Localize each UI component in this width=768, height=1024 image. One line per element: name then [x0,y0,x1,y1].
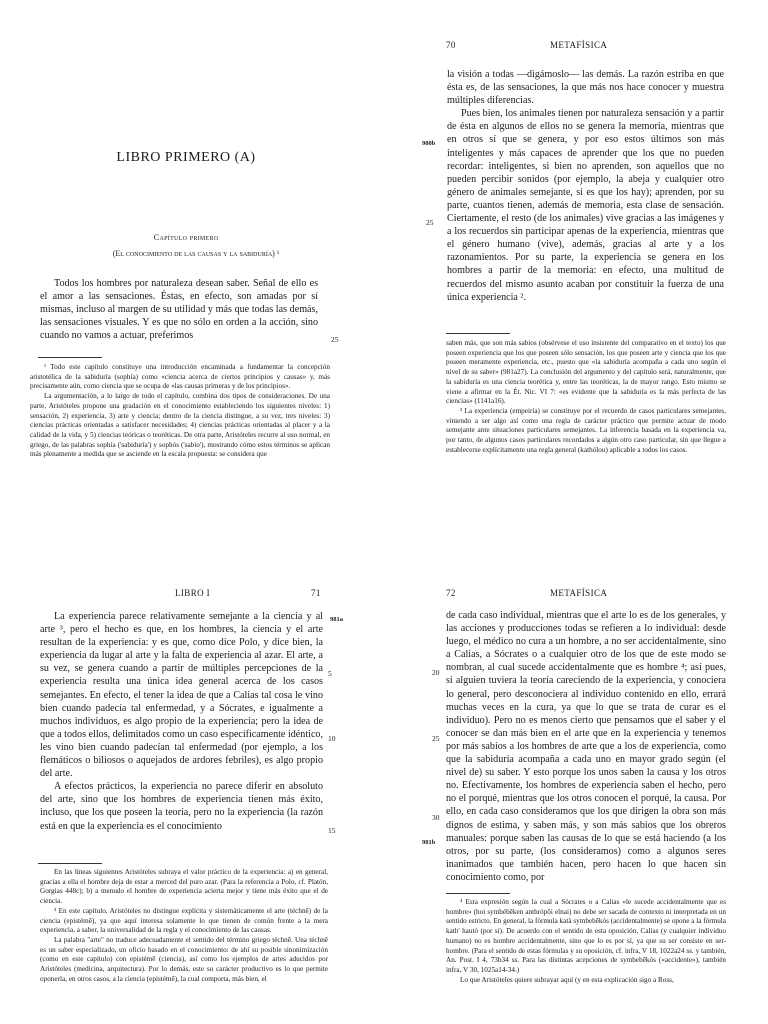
line-number: 20 [432,668,440,677]
footnote: La argumentación, a lo largo de todo el capítulo, combina dos tipos de consideraciones. De una parte, Aristóteles propone una gradación en el conocimiento estableciendo los siguientes niveles: 1) sensación, 2) experiencia, 3) arte y ciencia; dentro de la ciencia distingue, a su vez, tres niveles: 3) ciencias prácticas orientadas a satisfacer necesidades; 4) ciencias prácticas orientadas al placer y a la calidad de la vida, y 5) ciencias teóricas o teoréticas. De otra parte, Aristóteles recurre al uso normal, en griego, de las palabras sophía ('sabiduría') y sophós ('sabio'), mostrando cómo estos términos se aplican más plenamente a medida que se asciende en la escala propuesta: se considera que [30,392,330,459]
footnote: Lo que Aristóteles quiere subrayar aquí (y en esta explicación sigo a Ross, [460,975,674,984]
chapter-subtitle: (El conocimiento de las causas y la sabiduría) ¹ [112,249,280,258]
paragraph: la visión a todas —digámoslo— las demás. La razón estriba en que ésta es, de las sensaciones, la que más nos hace conocer y muestra múltiples diferencias. [447,69,724,107]
line-number: 25 [426,218,434,227]
footnotes [40,868,328,984]
footnote: ³ En este capítulo, Aristóteles no distingue explícita y sistemáticamente el arte (téchnē) de la ciencia (epistémē), ya que aquí interesa solamente lo que tienen de común frente a la mera experiencia, a saber, la universalidad de la regla y el conocimiento de las causas. [40,906,328,935]
footnote-rule [38,863,102,864]
margin-reference: 981b [422,839,436,846]
line-number: 25 [432,734,440,743]
paragraph: Todos los hombres por naturaleza desean saber. Señal de ello es el amor a las sensaciones. Éstas, en efecto, son amadas por sí mismas, incluso al margen de su utilidad y más que todas las demás, las sensaciones visuales. Y es que no sólo en orden a la acción, sino cuando no vamos a actuar, preferimos [40,278,318,342]
paragraph: de cada caso individual, mientras que el arte lo es de los generales, y las acciones y producciones todas se refieren a lo individual: desde luego, el médico no cura a un hombre, a no ser accidentalmente, sino a Calias, a Sócrates o a cualquier otro de los que de este modo se nombran, al cual sucede accidentalmente que es hombre ⁴; así pues, si alguien tuviera la teoría careciendo de la experiencia, y conociera lo general, pero desconociera al individuo contenido en ello, errará muchas veces en la cura, ya que lo que se trata de curar es el individuo). Pero no es menos cierto que pensamos que el saber y el conocer se dan más bien en el arte que en la experiencia y tenemos por más sabios a los hombres de arte que a los de experiencia, como que la sabiduría acompaña a cada uno en mayor grado según (el nivel de) su saber. Y esto porque los unos saben la causa y los otros no. Efectivamente, los hombres de experiencia saben el hecho, pero no el porqué, mientras que los otros conocen el porqué, la causa. Por ello, en cada caso consideramos que los que dirigen la obra son más dignos de estima, y saben más, y son más sabios que los obreros manuales: porque saben las causas de lo que se está haciendo (a los otros, por su parte, (los consideramos) como a algunos seres inanimados que también hacen, pero hacen lo que hacen sin conocimiento como, por [446,610,726,883]
footnote: ⁴ Esta expresión según la cual a Sócrates o a Calias «le sucede accidentalmente que es hombre» (hoi symbébēken anthrópōi eînai) no debe ser sacada de contexto ni interpretada en un sentido estricto. En general, la fórmula katà symbebēkós (accidentalmente) se opone a la fórmula kath' hautó (por sí). De acuerdo con el sentido de esta oposición, Calias (y cualquier individuo humano) no es hombre accidentalmente, sino que lo es por sí, ya que su ser consiste en ser-hombre. (Para el sentido de estas fórmulas y su oposición, cf. infra, V 18, 1022a24 ss. y también, An. Post. I 4, 73b34 ss. Para las distintas acepciones de symbebēkós («accidente»), también infra, V 30, 1025a14-34.) [446,898,726,974]
footnote-rule [446,333,510,334]
line-number: 15 [328,826,336,835]
margin-reference: 980b [422,140,436,147]
page-number: 72 [446,588,456,598]
main-text [40,610,323,833]
line-number: 30 [432,813,440,822]
footnotes [446,339,726,455]
page-2 [384,0,768,512]
running-head: LIBRO I [175,588,211,598]
footnote: ² La experiencia (empeiría) se constituye por el recuerdo de casos particulares semejantes, viniendo a ser algo así como una regla de carácter práctico que permite actuar de modo semejante ante situaciones particulares semejantes. La inferencia basada en la experiencia va, por tanto, de algunos casos particulares recordados a algún otro caso particular, sin que llegue a establecerse explícitamente una regla general (kathólou) aplicable a todos los casos. [446,406,726,454]
footnotes [30,363,330,460]
footnote: ¹ Todo este capítulo constituye una introducción encaminada a fundamentar la concepción aristotélica de la sabiduría (sophía) como «ciencia acerca de ciertos principios y causas» y, más precisamente aún, como ciencia que se ocupa de «las causas primeras y de los principios». [30,363,330,391]
paragraph: Pues bien, los animales tienen por naturaleza sensación y a partir de ésta en algunos de ellos no se genera la memoria, mientras que en otros sí que se genera, y por eso estos últimos son más inteligentes y más capaces de aprender que los que no pueden recordar: inteligentes, si bien no aprenden, son aquellos que no pueden percibir sonidos (por ejemplo, la abeja y cualquier otro género de animales semejante, si es que los hay); aprenden, por su parte, cuantos tienen, además de memoria, esta clase de sensación. Ciertamente, el resto (de los animales) vive gracias a las imágenes y a los recuerdos sin participar apenas de la experiencia, mientras que el género humano (vive), además, gracias al arte y a los razonamientos. Por su parte, la experiencia se genera en los hombres a partir de la memoria: en efecto, una multitud de recuerdos del mismo asunto acaban por constituir la fuerza de una única experiencia ². [447,108,724,303]
paragraph: La experiencia parece relativamente semejante a la ciencia y al arte ³, pero el hecho es que, en los hombres, la ciencia y el arte resultan de la experiencia: y es que, como dice Polo, y dice bien, la experiencia da lugar al arte y la falta de experiencia al azar. El arte, a su vez, se genera cuando a partir de múltiples percepciones de la experiencia resulta una única idea general acerca de los casos semejantes. En efecto, el tener la idea de que a Calias tal cosa le vino bien cuando padecía tal enfermedad, y a Sócrates, e igualmente a muchos individuos, es algo propio de la experiencia; pero la idea de que a todos ellos, delimitados como un caso específicamente idéntico, les vino bien cuando padecían tal enfermedad (por ejemplo, a los flemáticos o biliosos o aquejados de ardores febriles), es algo propio del arte. [40,611,323,780]
page-4 [384,512,768,1024]
line-number: 10 [328,734,336,743]
chapter-heading: Capítulo primero [153,232,219,242]
paragraph: A efectos prácticos, la experiencia no parece diferir en absoluto del arte, sino que los hombres de experiencia tienen más éxito, incluso, que los que poseen la teoría, pero no la experiencia (la razón está en que la experiencia es el conocimiento [40,781,323,832]
book-title: LIBRO PRIMERO (A) [116,150,256,165]
margin-reference: 981a [330,616,343,623]
page-number: 71 [311,588,321,598]
line-number: 5 [328,669,332,678]
running-head: METAFÍSICA [550,588,608,598]
footnote: saben más, que son más sabios (obsérvese el uso insistente del comparativo en el texto) los que poseen experiencia que los que poseen sólo sensación, los que poseen arte y ciencia que los que poseen meramente experiencia, etc., puesto que «la sabiduría acompaña a cada uno según el nivel de su saber» (981a27). La conclusión del argumento y del capítulo será, naturalmente, que la sabiduría es una ciencia teorética y, entre las teoréticas, la de mayor rango. Esto mismo se viene a afirmar en la Ét. Nic. VI 7: «es evidente que la sabiduría es la más perfecta de las ciencias» (1141a16). [446,339,726,406]
main-text [447,68,724,304]
footnote: En las líneas siguientes Aristóteles subraya el valor práctico de la experiencia: a) en general, gracias a ella el hombre deja de estar a merced del puro azar. (Para la referencia a Polo, cf. Platón, Gorgias 448c); b) a menudo el hombre de experiencia acierta mejor y tiene más éxito que el de ciencia. [40,868,328,906]
footnotes [446,898,726,985]
main-text [446,609,726,884]
footnote: La palabra "arte" no traduce adecuadamente el sentido del término griego téchnē. Una téchnē es un saber especializado, un oficio basado en el conocimiento: de ahí su posible sinonimización (como en este capítulo) con epistémē (ciencia), así como los ejemplos de artes aducidos por Aristóteles (medicina, arquitectura). Por lo demás, este su carácter productivo es lo que permite oponerla, en otros casos, a la ciencia (epistémē), la cual comporta, más bien, el [40,935,328,983]
main-text [40,277,318,342]
footnote-rule [446,893,510,894]
footnote-rule [38,357,102,358]
page-1 [0,0,384,512]
page-number: 70 [446,40,456,50]
page-3 [0,512,384,1024]
running-head: METAFÍSICA [550,40,608,50]
line-number: 25 [331,335,339,344]
